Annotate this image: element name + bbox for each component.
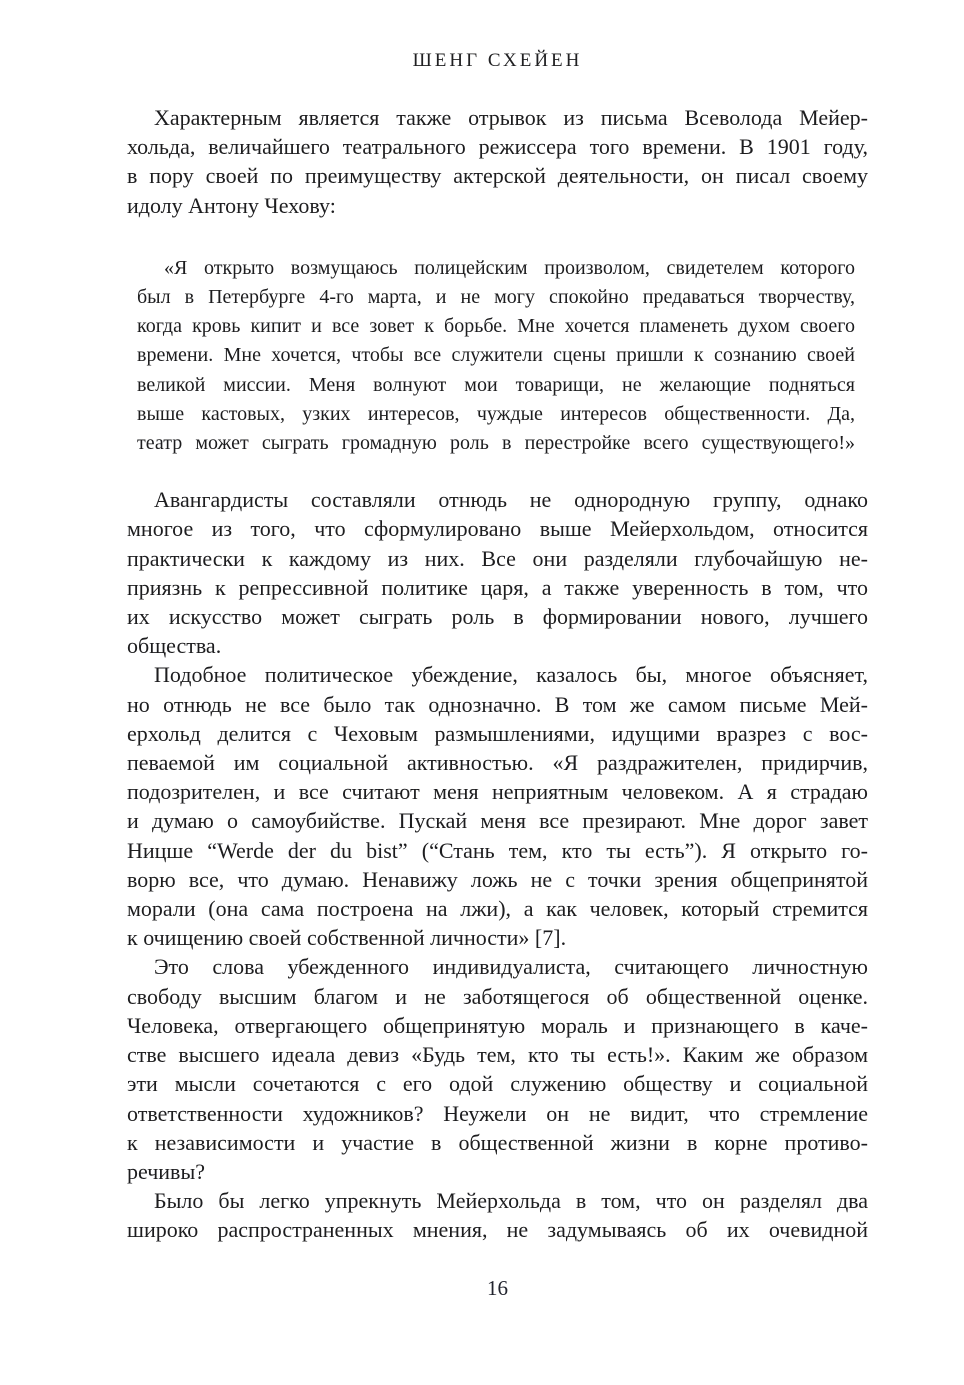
text-line: ответственности художников? Неужели он не видит, что стремление xyxy=(127,1100,868,1126)
text-line: Человека, отвергающего общепринятую мораль и признающего в каче- xyxy=(127,1012,868,1038)
page-number: 16 xyxy=(487,1276,508,1300)
block-quote xyxy=(137,254,855,458)
text-line: Характерным является также отрывок из письма Всеволода Мейер- xyxy=(154,105,868,130)
paragraph xyxy=(127,103,868,220)
text-line: «Я открыто возмущаюсь полицейским произволом, свидетелем которого xyxy=(164,256,855,279)
text-line: Авангардисты составляли отнюдь не однородную группу, однако xyxy=(154,487,868,513)
running-header: ШЕНГ СХЕЙЕН xyxy=(412,50,583,71)
text-line: Ницше “Werde der du bist” (“Стань тем, кто ты есть”). Я открыто го- xyxy=(127,837,868,863)
text-line: был в Петербурге 4-го марта, и не могу спокойно предаваться творчеству, xyxy=(137,286,855,309)
text-line: стве высшего идеала девиз «Будь тем, кто ты есть!». Каким же образом xyxy=(127,1042,868,1068)
paragraph xyxy=(127,485,868,660)
text-block xyxy=(127,103,868,1245)
text-line: когда кровь кипит и все зовет к борьбе. Мне хочется пламенеть духом своего xyxy=(137,315,855,338)
text-line: ворю все, что думаю. Ненавижу ложь не с точки зрения общепринятой xyxy=(127,866,868,892)
text-line: к очищению своей собственной личности» [7]. xyxy=(127,925,567,951)
text-line: многое из того, что сформулировано выше Мейерхольдом, относится xyxy=(127,516,868,542)
text-line: Это слова убежденного индивидуалиста, считающего личностную xyxy=(154,954,868,980)
text-line: ерхольд делится с Чеховым размышлениями, идущими вразрез с вос- xyxy=(127,720,868,746)
text-line: приязнь к репрессивной политике царя, а также уверенность в том, что xyxy=(127,574,868,600)
text-line: Было бы легко упрекнуть Мейерхольда в том, что он разделял два xyxy=(154,1188,868,1214)
text-line: подозрителен, и все считают меня неприятным человеком. А я страдаю xyxy=(127,779,868,805)
paragraph xyxy=(127,1186,868,1244)
text-line: и думаю о самоубийстве. Пускай меня все презирают. Мне дорог завет xyxy=(127,808,868,834)
text-line: в пору своей по преимуществу актерской деятельности, он писал своему xyxy=(127,163,868,189)
text-line: практически к каждому из них. Все они разделяли глубочайшую не- xyxy=(127,545,868,571)
text-line: эти мысли сочетаются с его одой служению обществу и социальной xyxy=(127,1071,868,1097)
text-line: их искусство может сыграть роль в формировании нового, лучшего xyxy=(127,604,868,630)
text-line: свободу высшим благом и не заботящегося об общественной оценке. xyxy=(127,983,868,1009)
paragraph xyxy=(127,952,868,1186)
text-line: речивы? xyxy=(127,1158,205,1184)
text-line: общества. xyxy=(127,633,222,659)
text-line: великой миссии. Меня волнуют мои товарищи, не желающие подняться xyxy=(137,373,855,396)
text-line: идолу Антону Чехову: xyxy=(127,192,336,218)
paragraph xyxy=(127,660,868,952)
text-line: хольда, величайшего театрального режиссера того времени. В 1901 году, xyxy=(127,134,868,160)
text-line: времени. Мне хочется, чтобы все служители сцены пришли к сознанию своей xyxy=(137,344,855,367)
text-line: певаемой им социальной активностью. «Я раздражителен, придирчив, xyxy=(127,750,868,776)
text-line: театр может сыграть громадную роль в перестройке всего существующего!» xyxy=(137,432,855,455)
text-line: Подобное политическое убеждение, казалось бы, многое объясняет, xyxy=(154,662,868,688)
text-line: но отнюдь не все было так однозначно. В том же самом письме Мей- xyxy=(127,691,868,717)
text-line: широко распространенных мнения, не задумываясь об их очевидной xyxy=(127,1217,868,1243)
text-line: к независимости и участие в общественной жизни в корне противо- xyxy=(127,1129,868,1155)
text-line: выше кастовых, узких интересов, чуждые интересов общественности. Да, xyxy=(137,402,855,425)
text-line: морали (она сама построена на лжи), а как человек, который стремится xyxy=(127,896,868,922)
